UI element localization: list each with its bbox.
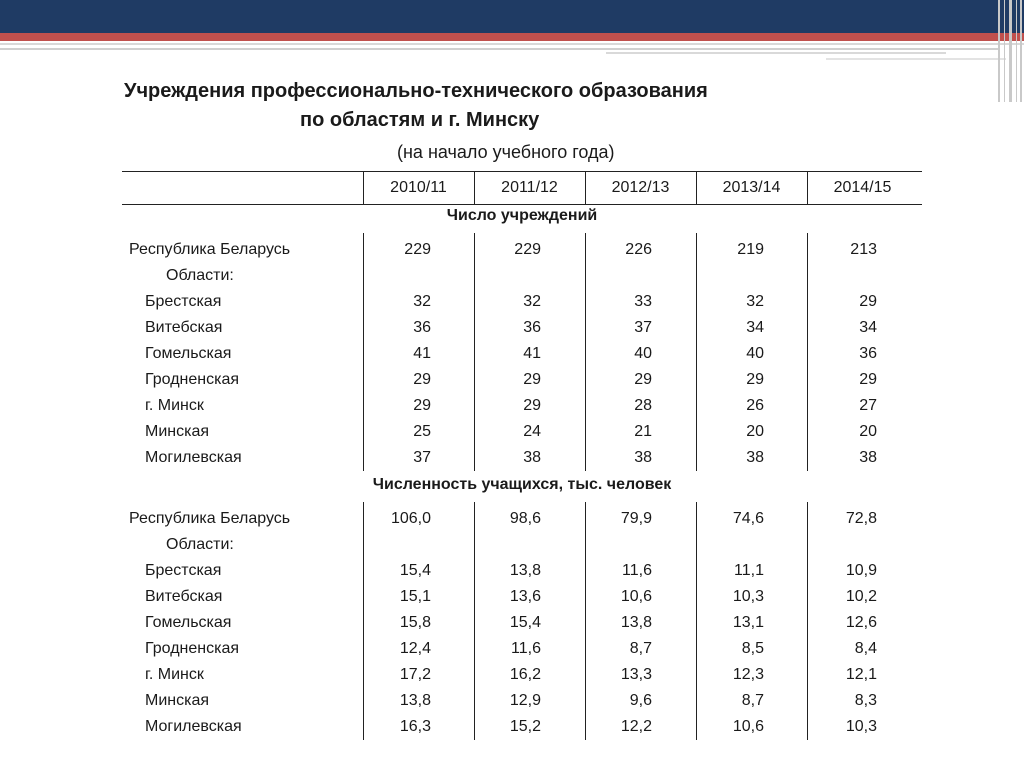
table-cell: 15,1: [399, 588, 431, 605]
table-cell: 37: [634, 319, 652, 336]
table-cell: 79,9: [620, 510, 652, 527]
table-cell: 13,1: [732, 614, 764, 631]
table-cell: 25: [413, 423, 431, 440]
column-separator: [474, 502, 475, 740]
column-separator: [363, 502, 364, 740]
table-cell: 8,7: [629, 640, 652, 657]
row-label: Витебская: [145, 319, 223, 336]
table-cell: 34: [746, 319, 764, 336]
table-cell: 36: [413, 319, 431, 336]
table-cell: 10,3: [732, 588, 764, 605]
table-cell: 10,3: [845, 718, 877, 735]
page-title: Учреждения профессионально-технического образования: [124, 80, 708, 102]
table-cell: 11,6: [511, 640, 541, 657]
table-cell: 26: [746, 397, 764, 414]
section-heading: Число учреждений: [446, 207, 598, 224]
table-cell: 38: [746, 449, 764, 466]
column-header-year: 2011/12: [501, 179, 558, 196]
row-label: Могилевская: [145, 718, 242, 735]
column-header-year: 2014/15: [833, 179, 892, 196]
table-cell: 9,6: [629, 692, 652, 709]
table-cell: 24: [523, 423, 541, 440]
column-separator: [585, 233, 586, 471]
table-cell: 12,9: [509, 692, 541, 709]
column-separator: [807, 502, 808, 740]
table-cell: 38: [859, 449, 877, 466]
column-header-year: 2013/14: [722, 179, 781, 196]
page-title-line2: по областям и г. Минску: [300, 109, 540, 131]
row-label: Области:: [166, 536, 234, 553]
table-cell: 29: [523, 397, 541, 414]
table-cell: 27: [859, 397, 877, 414]
table-cell: 8,5: [741, 640, 764, 657]
column-separator: [807, 233, 808, 471]
table-cell: 98,6: [509, 510, 541, 527]
table-cell: 16,3: [399, 718, 431, 735]
row-label: Гомельская: [145, 614, 232, 631]
page-subtitle: (на начало учебного года): [397, 142, 615, 162]
table-cell: 20: [746, 423, 764, 440]
table-cell: 33: [634, 293, 652, 310]
table-cell: 13,8: [620, 614, 652, 631]
header-rule: [0, 43, 1024, 45]
table-cell: 8,7: [741, 692, 764, 709]
table-cell: 41: [413, 345, 431, 362]
table-cell: 29: [859, 293, 877, 310]
table-cell: 29: [859, 371, 877, 388]
table-cell: 8,4: [854, 640, 877, 657]
table-cell: 15,8: [399, 614, 431, 631]
table-cell: 13,8: [509, 562, 541, 579]
table-cell: 10,2: [845, 588, 877, 605]
table-cell: 40: [746, 345, 764, 362]
table-cell: 229: [404, 241, 431, 258]
table-cell: 17,2: [399, 666, 431, 683]
table-cell: 36: [859, 345, 877, 362]
row-label: Гродненская: [145, 371, 240, 388]
table-cell: 12,2: [620, 718, 652, 735]
table-cell: 106,0: [390, 510, 431, 527]
table-cell: 38: [634, 449, 652, 466]
column-header-year: 2010/11: [390, 179, 447, 196]
header-rule-secondary: [0, 48, 1000, 50]
table-cell: 29: [413, 397, 431, 414]
table-cell: 32: [746, 293, 764, 310]
table-cell: 16,2: [509, 666, 541, 683]
table-cell: 32: [523, 293, 541, 310]
table-cell: 13,3: [620, 666, 652, 683]
table-cell: 229: [514, 241, 541, 258]
row-label: Республика Беларусь: [129, 241, 291, 258]
table-cell: 72,8: [845, 510, 877, 527]
table-cell: 8,3: [854, 692, 877, 709]
column-header-year: 2012/13: [611, 179, 670, 196]
column-separator: [696, 502, 697, 740]
row-label: Витебская: [145, 588, 223, 605]
column-separator: [696, 233, 697, 471]
table-cell: 38: [523, 449, 541, 466]
table-cell: 226: [625, 241, 652, 258]
table-cell: 15,2: [509, 718, 541, 735]
decorative-vertical-bars: [996, 0, 1024, 102]
table-cell: 11,1: [734, 562, 764, 579]
table-cell: 29: [413, 371, 431, 388]
table-cell: 12,6: [845, 614, 877, 631]
table-cell: 36: [523, 319, 541, 336]
row-label: Могилевская: [145, 449, 242, 466]
table-top-rule: [122, 171, 922, 172]
table-cell: 10,9: [845, 562, 877, 579]
table-cell: 11,6: [622, 562, 652, 579]
table-cell: 41: [523, 345, 541, 362]
row-label: Республика Беларусь: [129, 510, 291, 527]
decorative-rule-short: [826, 58, 1006, 60]
row-label: Брестская: [145, 562, 222, 579]
row-label: Гомельская: [145, 345, 232, 362]
table-cell: 29: [634, 371, 652, 388]
column-separator: [363, 233, 364, 471]
section-heading: Численность учащихся, тыс. человек: [372, 476, 672, 493]
table-cell: 20: [859, 423, 877, 440]
header-band: [0, 0, 1024, 33]
table-cell: 15,4: [399, 562, 431, 579]
table-cell: 28: [634, 397, 652, 414]
table-cell: 12,4: [399, 640, 431, 657]
row-label: Брестская: [145, 293, 222, 310]
column-separator: [474, 233, 475, 471]
table-cell: 13,8: [399, 692, 431, 709]
column-separator: [585, 502, 586, 740]
table-cell: 15,4: [509, 614, 541, 631]
table-cell: 219: [737, 241, 764, 258]
table-cell: 32: [413, 293, 431, 310]
table-cell: 12,3: [732, 666, 764, 683]
row-label: Минская: [145, 423, 210, 440]
table-cell: 29: [746, 371, 764, 388]
table-cell: 12,1: [845, 666, 877, 683]
table-cell: 29: [523, 371, 541, 388]
table-cell: 37: [413, 449, 431, 466]
table-cell: 10,6: [732, 718, 764, 735]
row-label: г. Минск: [145, 397, 204, 414]
decorative-rule: [606, 52, 946, 54]
table-cell: 13,6: [509, 588, 541, 605]
row-label: Минская: [145, 692, 210, 709]
row-label: г. Минск: [145, 666, 204, 683]
table-cell: 10,6: [620, 588, 652, 605]
header-accent-band: [0, 33, 1024, 41]
table-cell: 74,6: [732, 510, 764, 527]
table-cell: 21: [634, 423, 652, 440]
table-cell: 213: [850, 241, 877, 258]
row-label: Области:: [166, 267, 234, 284]
table-cell: 34: [859, 319, 877, 336]
header-bottom-rule: [122, 204, 922, 205]
table-cell: 40: [634, 345, 652, 362]
row-label: Гродненская: [145, 640, 240, 657]
